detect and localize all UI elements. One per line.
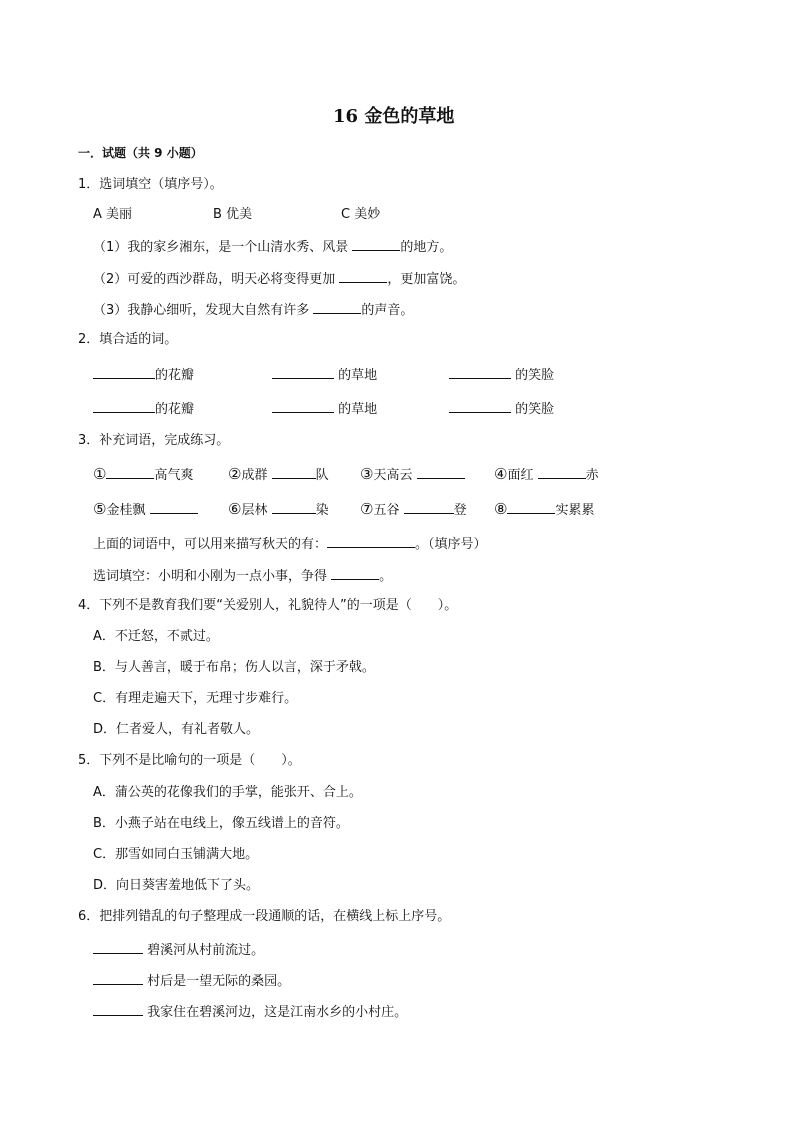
q3-line-2-blank[interactable]	[331, 567, 379, 580]
q3-item-4-blank[interactable]	[538, 466, 586, 479]
q6-s2-text: 村后是一望无际的桑园。	[143, 974, 291, 989]
q1-option-b: B 优美	[213, 207, 253, 222]
q3-line-1-after: 。（填序号）	[415, 537, 487, 552]
q2-r1c2	[272, 366, 377, 384]
q2-r2c3-blank[interactable]	[449, 400, 511, 413]
q3-item-5-blank[interactable]	[150, 501, 198, 514]
q5-option-d[interactable]: D．向日葵害羞地低下了头。	[93, 878, 260, 893]
q3-line-2	[93, 567, 392, 585]
q3-line-2-after: 。	[379, 569, 393, 584]
q3-line-1-before: 上面的词语中，可以用来描写秋天的有：	[93, 537, 328, 552]
q1-option-c: C 美妙	[341, 207, 381, 222]
q1-s2-before: （2）可爱的西沙群岛，明天必将变得更加	[93, 272, 340, 287]
q3-item-7-text: 五谷	[373, 503, 404, 518]
q1-sentence-2	[93, 270, 465, 288]
q3-item-2-tail: 队	[315, 468, 329, 483]
q2-r2c2	[272, 400, 377, 418]
q3-item-4-tail: 赤	[585, 468, 599, 483]
q3-item-5-number: ⑤	[93, 500, 107, 518]
q3-item-8-number: ⑧	[494, 500, 508, 518]
q1-option-a: A 美丽	[93, 207, 133, 222]
q6-s3-text: 我家住在碧溪河边，这是江南水乡的小村庄。	[143, 1005, 408, 1020]
q3-item-3-text: 天高云	[373, 468, 417, 483]
q1-s3-after: 的声音。	[361, 303, 414, 318]
q2-r2c3	[449, 400, 554, 418]
q6-s2-blank[interactable]	[93, 972, 143, 985]
q3-item-2-blank[interactable]	[272, 466, 316, 479]
q1-s1-after: 的地方。	[400, 240, 453, 255]
q3-item-2-text: 成群	[241, 468, 272, 483]
q2-r1c2-text: 的草地	[334, 368, 378, 383]
q3-item-2-number: ②	[228, 465, 242, 483]
q1-stem: 1．选词填空（填序号）。	[78, 177, 223, 192]
q3-item-4-number: ④	[494, 465, 508, 483]
q3-stem: 3．补充词语，完成练习。	[78, 433, 230, 448]
q1-sentence-1	[93, 238, 452, 256]
q1-sentence-3	[93, 301, 413, 319]
q2-stem: 2．填合适的词。	[78, 332, 178, 347]
q1-s2-after: ，更加富饶。	[387, 272, 466, 287]
q3-item-3-blank[interactable]	[417, 466, 465, 479]
q5-option-b[interactable]: B．小燕子站在电线上，像五线谱上的音符。	[93, 816, 349, 831]
q2-r1c3	[449, 366, 554, 384]
q3-item-7-tail: 登	[453, 503, 467, 518]
q3-item-6-tail: 染	[315, 503, 329, 518]
q3-item-1-number: ①	[93, 465, 107, 483]
q3-item-7-number: ⑦	[360, 500, 374, 518]
q3-item-6	[228, 501, 329, 519]
q3-item-8-blank[interactable]	[507, 501, 555, 514]
q4-option-c[interactable]: C．有理走遍天下，无理寸步难行。	[93, 691, 298, 706]
q3-item-7-blank[interactable]	[404, 501, 454, 514]
q2-r2c1-text: 的花瓣	[155, 402, 195, 417]
q3-item-5-text: 金桂飘	[106, 503, 150, 518]
q3-line-2-before: 选词填空：小明和小刚为一点小事，争得	[93, 569, 332, 584]
q2-r1c2-blank[interactable]	[272, 366, 334, 379]
q6-s1-text: 碧溪河从村前流过。	[143, 943, 265, 958]
q2-r2c1-blank[interactable]	[93, 400, 155, 413]
q2-r2c3-text: 的笑脸	[511, 402, 555, 417]
q4-option-b[interactable]: B．与人善言，暖于布帛；伤人以言，深于矛戟。	[93, 660, 375, 675]
q3-item-4	[494, 466, 599, 484]
q6-s1-blank[interactable]	[93, 941, 143, 954]
q3-line-1-blank[interactable]	[327, 535, 415, 548]
q3-line-1	[93, 535, 487, 553]
q3-item-6-number: ⑥	[228, 500, 242, 518]
q3-item-3-number: ③	[360, 465, 374, 483]
q3-item-1-text: 高气爽	[154, 468, 194, 483]
q3-item-2	[228, 466, 329, 484]
q3-item-8	[494, 501, 594, 519]
q3-item-7	[360, 501, 467, 519]
q3-item-8-text: 实累累	[555, 503, 595, 518]
q3-item-1-blank[interactable]	[106, 466, 154, 479]
q4-option-d[interactable]: D．仁者爱人，有礼者敬人。	[93, 722, 260, 737]
q3-item-3	[360, 466, 465, 484]
q2-r1c1	[93, 366, 194, 384]
q2-r1c1-text: 的花瓣	[155, 368, 195, 383]
q2-r2c2-blank[interactable]	[272, 400, 334, 413]
q2-r2c1	[93, 400, 194, 418]
q1-s1-blank[interactable]	[352, 238, 400, 251]
q2-r1c3-text: 的笑脸	[511, 368, 555, 383]
q3-item-5	[93, 501, 198, 519]
q1-s1-before: （1）我的家乡湘东，是一个山清水秀、风景	[93, 240, 353, 255]
q1-s3-blank[interactable]	[313, 301, 361, 314]
q2-r2c2-text: 的草地	[334, 402, 378, 417]
q2-r1c1-blank[interactable]	[93, 366, 155, 379]
q6-sentence-3	[93, 1003, 407, 1021]
q5-stem: 5．下列不是比喻句的一项是（ ）。	[78, 753, 301, 768]
section-heading: 一．试题（共 9 小题）	[78, 146, 203, 160]
q1-s3-before: （3）我静心细听，发现大自然有许多	[93, 303, 314, 318]
q5-option-a[interactable]: A．蒲公英的花像我们的手掌，能张开、合上。	[93, 785, 362, 800]
q4-option-a[interactable]: A．不迁怒，不贰过。	[93, 629, 219, 644]
q6-s3-blank[interactable]	[93, 1003, 143, 1016]
q1-s2-blank[interactable]	[339, 270, 387, 283]
q5-option-c[interactable]: C．那雪如同白玉铺满大地。	[93, 847, 259, 862]
q3-item-6-blank[interactable]	[272, 501, 316, 514]
q2-r1c3-blank[interactable]	[449, 366, 511, 379]
q6-stem: 6．把排列错乱的句子整理成一段通顺的话，在横线上标上序号。	[78, 909, 451, 924]
q6-sentence-1	[93, 941, 264, 959]
q3-item-1	[93, 466, 193, 484]
page-title: 16 金色的草地	[333, 106, 455, 127]
q6-sentence-2	[93, 972, 290, 990]
q3-item-6-text: 层林	[241, 503, 272, 518]
q4-stem: 4．下列不是教育我们要“关爱别人，礼貌待人”的一项是（ ）。	[78, 598, 458, 613]
q3-item-4-text: 面红	[507, 468, 538, 483]
